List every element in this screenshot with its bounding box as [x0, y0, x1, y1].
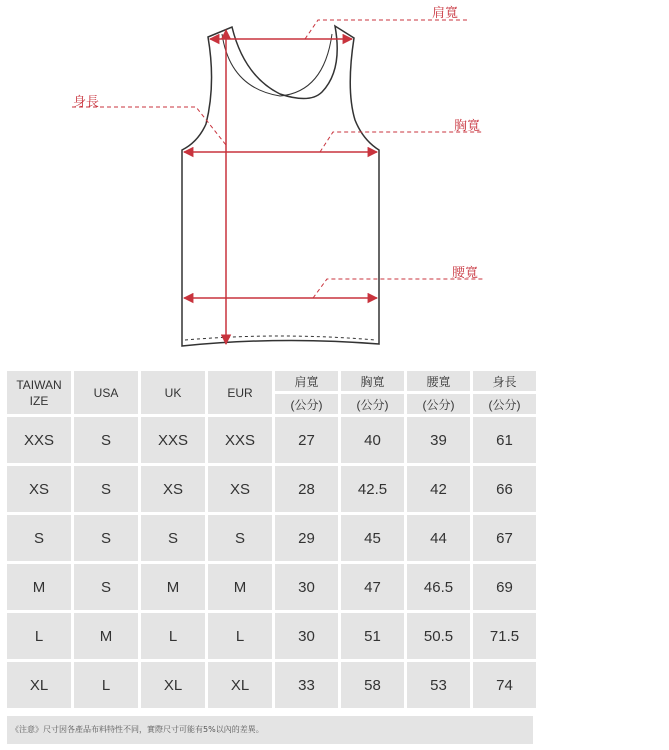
table-cell: 27	[275, 417, 338, 463]
table-cell: XXS	[208, 417, 272, 463]
header-taiwan-size: TAIWAN IZE	[7, 371, 71, 414]
unit-cell: (公分)	[473, 394, 536, 414]
table-cell: M	[74, 613, 138, 659]
table-cell: 28	[275, 466, 338, 512]
unit-cell: (公分)	[407, 394, 470, 414]
table-cell: 51	[341, 613, 404, 659]
table-cell: S	[74, 564, 138, 610]
table-row	[7, 564, 536, 610]
table-cell: 58	[341, 662, 404, 708]
table-header-row	[7, 371, 536, 391]
table-cell: S	[141, 515, 205, 561]
table-cell: 44	[407, 515, 470, 561]
table-cell: 29	[275, 515, 338, 561]
table-cell: XL	[141, 662, 205, 708]
unit-cell: (公分)	[275, 394, 338, 414]
table-cell: 30	[275, 613, 338, 659]
header-uk: UK	[141, 371, 205, 414]
table-cell: S	[74, 515, 138, 561]
table-cell: 61	[473, 417, 536, 463]
table-cell: 47	[341, 564, 404, 610]
table-cell: 45	[341, 515, 404, 561]
table-row	[7, 515, 536, 561]
header-length: 身長	[473, 371, 536, 391]
table-cell: 71.5	[473, 613, 536, 659]
table-cell: XXS	[7, 417, 71, 463]
header-waist: 腰寬	[407, 371, 470, 391]
table-cell: XS	[141, 466, 205, 512]
body-length-label: 身長	[73, 95, 100, 110]
table-cell: L	[208, 613, 272, 659]
table-cell: L	[141, 613, 205, 659]
table-row	[7, 662, 536, 708]
table-cell: XS	[208, 466, 272, 512]
table-row	[7, 466, 536, 512]
table-cell: XS	[7, 466, 71, 512]
table-cell: 42	[407, 466, 470, 512]
unit-cell: (公分)	[341, 394, 404, 414]
table-cell: M	[141, 564, 205, 610]
table-row	[7, 613, 536, 659]
size-chart-table	[4, 368, 539, 711]
table-cell: 67	[473, 515, 536, 561]
table-cell: 39	[407, 417, 470, 463]
table-cell: S	[7, 515, 71, 561]
waist-width-label: 腰寬	[452, 266, 479, 281]
table-cell: S	[74, 417, 138, 463]
table-cell: XXS	[141, 417, 205, 463]
table-cell: 46.5	[407, 564, 470, 610]
shoulder-width-label: 肩寬	[432, 6, 459, 21]
table-cell: 69	[473, 564, 536, 610]
table-cell: 53	[407, 662, 470, 708]
table-cell: 42.5	[341, 466, 404, 512]
table-cell: M	[7, 564, 71, 610]
table-cell: M	[208, 564, 272, 610]
table-cell: 66	[473, 466, 536, 512]
table-cell: XL	[7, 662, 71, 708]
table-cell: 50.5	[407, 613, 470, 659]
table-cell: L	[7, 613, 71, 659]
table-cell: 33	[275, 662, 338, 708]
tank-top-measurement-diagram	[0, 0, 669, 360]
table-cell: S	[74, 466, 138, 512]
table-row	[7, 417, 536, 463]
measurement-arrows	[184, 30, 377, 344]
table-cell: L	[74, 662, 138, 708]
leader-lines	[72, 20, 484, 298]
table-cell: 74	[473, 662, 536, 708]
table-cell: XL	[208, 662, 272, 708]
header-shoulder: 肩寬	[275, 371, 338, 391]
header-eur: EUR	[208, 371, 272, 414]
table-cell: 30	[275, 564, 338, 610]
header-usa: USA	[74, 371, 138, 414]
size-note: 《注意》尺寸因各產品布料特性不同，實際尺寸可能有5%以內的差異。	[7, 716, 533, 744]
table-cell: 40	[341, 417, 404, 463]
header-chest: 胸寬	[341, 371, 404, 391]
table-cell: S	[208, 515, 272, 561]
chest-width-label: 胸寬	[454, 119, 481, 134]
